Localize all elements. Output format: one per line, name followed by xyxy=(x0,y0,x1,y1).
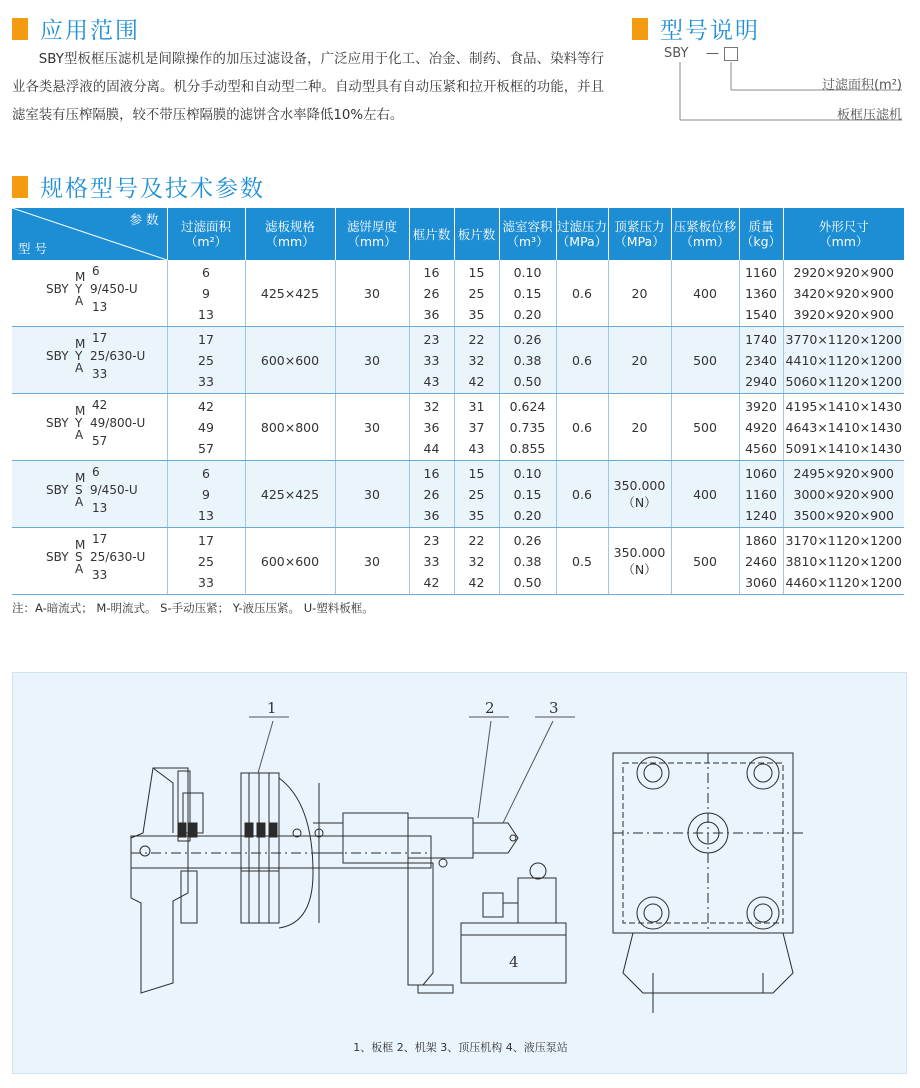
cell-value: 1060 xyxy=(745,466,777,481)
accent-bar xyxy=(632,18,648,40)
plate-cell xyxy=(245,528,335,595)
cell-value: 13 xyxy=(198,307,214,322)
model-size: 6 xyxy=(92,264,100,278)
cell-value: 32 xyxy=(468,554,485,569)
model-suffix: 25/630-U xyxy=(90,550,146,564)
cell-value: 25 xyxy=(198,554,214,569)
model-suffix: 25/630-U xyxy=(90,349,146,363)
cell-value: 400 xyxy=(693,285,717,301)
cake-cell xyxy=(335,528,409,595)
cell-value: 16 xyxy=(423,265,440,280)
pump-motor xyxy=(518,878,556,923)
model-area-box xyxy=(724,47,738,61)
cell-value: 3000×920×900 xyxy=(793,487,894,502)
callout-4: 4 xyxy=(509,953,519,971)
model-cell xyxy=(12,394,167,461)
plate-handle xyxy=(269,823,277,837)
corner-header xyxy=(12,208,167,260)
cell-value: 30 xyxy=(364,285,380,301)
displacement-cell xyxy=(671,327,739,394)
cell-value: 0.735 xyxy=(509,420,546,435)
top-pressure-cell xyxy=(608,260,671,327)
cell-value: 1740 xyxy=(745,332,777,347)
cell-value: 23 xyxy=(423,332,440,347)
frames-cell xyxy=(409,327,454,394)
volume-cell xyxy=(499,394,556,461)
filter-pressure-cell xyxy=(556,394,608,461)
side-bolt xyxy=(747,897,779,929)
cell-value: 22 xyxy=(468,533,485,548)
cell-value: 1160 xyxy=(745,487,777,502)
model-sby: SBY xyxy=(46,282,69,296)
area-cell xyxy=(167,260,245,327)
header-cell: 滤饼厚度 （mm） xyxy=(335,208,409,260)
frames-cell xyxy=(409,260,454,327)
plate-stack xyxy=(241,773,279,923)
area-cell xyxy=(167,461,245,528)
area-cell xyxy=(167,327,245,394)
cell-value: 0.15 xyxy=(513,487,542,502)
cell-value: 2940 xyxy=(745,374,777,389)
cell-value: 13 xyxy=(198,508,214,523)
plates-cell xyxy=(454,394,499,461)
model-size: 17 xyxy=(92,331,108,345)
header-cell: 质量 （kg） xyxy=(739,208,783,260)
dims-cell xyxy=(783,327,904,394)
callout-1: 1 xyxy=(267,699,277,717)
cell-value: 30 xyxy=(364,486,380,502)
frames-cell xyxy=(409,461,454,528)
cell-value: 2495×920×900 xyxy=(793,466,894,481)
cell-value: 42 xyxy=(198,399,214,414)
area-cell xyxy=(167,394,245,461)
cell-value: 20 xyxy=(631,285,648,301)
corner-param-label: 参 数 xyxy=(129,212,159,227)
accent-bar xyxy=(12,18,28,40)
cell-value: 42 xyxy=(423,575,440,590)
cylinder-cap xyxy=(473,823,518,853)
model-letter: A xyxy=(75,361,84,375)
application-paragraph: SBY型板框压滤机是间隙操作的加压过滤设备，广泛应用于化工、冶金、制药、食品、染料等行业各类悬浮液的固液分离。机分手动型和自动型二种。自动型具有自动压紧和拉开板框的功能，并且滤室装有压榨隔膜，较不带压榨隔膜的滤饼含水率降低10%左右。 xyxy=(12,52,604,123)
hydraulic-cylinder xyxy=(343,813,408,863)
dims-cell xyxy=(783,394,904,461)
model-suffix: 9/450-U xyxy=(90,483,138,497)
cell-value: 20 xyxy=(631,352,648,368)
cell-value: 1240 xyxy=(745,508,777,523)
cell-value: 3920×920×900 xyxy=(793,307,894,322)
cell-value: 44 xyxy=(423,441,440,456)
support-leg xyxy=(408,863,433,985)
cell-value: 9 xyxy=(202,286,210,301)
cell-value: 25 xyxy=(468,487,485,502)
filter-pressure-cell xyxy=(556,260,608,327)
displacement-cell xyxy=(671,260,739,327)
table-note: 注：A-暗流式； M-明流式。 S-手动压紧； Y-液压压紧。 U-塑料板框。 xyxy=(12,601,374,615)
header-cell: 板片数 xyxy=(454,208,499,260)
header-cell: 框片数 xyxy=(409,208,454,260)
spec-row xyxy=(12,461,904,528)
model-size: 42 xyxy=(92,398,108,412)
model-letter: Y xyxy=(75,282,83,296)
dims-cell xyxy=(783,461,904,528)
cell-value: 9 xyxy=(202,487,210,502)
header-cell: 滤室容积 （m³） xyxy=(499,208,556,260)
cell-value: 33 xyxy=(423,554,440,569)
plate-cell xyxy=(245,461,335,528)
frames-cell xyxy=(409,394,454,461)
plate-handle xyxy=(257,823,265,837)
plate-lower-left xyxy=(181,871,197,923)
cell-value: 22 xyxy=(468,332,485,347)
callout-2: 2 xyxy=(485,699,495,717)
model-code: SBY xyxy=(664,46,689,61)
cell-value: 4560 xyxy=(745,441,777,456)
cell-value: 36 xyxy=(423,508,440,523)
header-cell: 压紧板位移 （mm） xyxy=(671,208,739,260)
plates-cell xyxy=(454,327,499,394)
cell-value: 0.20 xyxy=(513,307,542,322)
cell-value: 25 xyxy=(198,353,214,368)
mass-cell xyxy=(739,394,783,461)
model-label-type: 板框压滤机 xyxy=(836,108,902,123)
model-letter: M xyxy=(75,337,86,351)
cell-value: 3920 xyxy=(745,399,777,414)
cell-value: 36 xyxy=(423,307,440,322)
model-letter: Y xyxy=(75,349,83,363)
spec-row xyxy=(12,260,904,327)
model-suffix: 9/450-U xyxy=(90,282,138,296)
cell-value: 4460×1120×1200 xyxy=(785,575,902,590)
model-letter: M xyxy=(75,471,86,485)
model-dash: — xyxy=(706,46,719,61)
model-letter: M xyxy=(75,538,86,552)
model-letter: S xyxy=(75,483,83,497)
mass-cell xyxy=(739,327,783,394)
model-title: 型号说明 xyxy=(660,18,760,44)
cell-value: 0.20 xyxy=(513,508,542,523)
plates-cell xyxy=(454,260,499,327)
cell-value: 33 xyxy=(198,575,214,590)
cell-value: 33 xyxy=(198,374,214,389)
cell-value: 3810×1120×1200 xyxy=(785,554,902,569)
model-label-area: 过滤面积(m²) xyxy=(821,78,902,93)
cell-value: 0.50 xyxy=(513,575,542,590)
valve-block xyxy=(483,893,503,917)
plate-handle xyxy=(245,823,253,837)
side-bolt xyxy=(637,897,669,929)
header-cell: 过滤压力 （MPa） xyxy=(556,208,608,260)
cell-value: 0.6 xyxy=(572,419,592,435)
model-size: 57 xyxy=(92,434,108,448)
cell-value: 26 xyxy=(423,487,440,502)
cell-value: 0.38 xyxy=(513,353,542,368)
model-letter: A xyxy=(75,495,84,509)
cell-value: 0.26 xyxy=(513,332,542,347)
model-letter: A xyxy=(75,428,84,442)
cell-value: 57 xyxy=(198,441,214,456)
model-size: 17 xyxy=(92,532,108,546)
model-sby: SBY xyxy=(46,416,69,430)
cell-value: 33 xyxy=(423,353,440,368)
area-cell xyxy=(167,528,245,595)
cell-value: 2920×920×900 xyxy=(793,265,894,280)
filter-pressure-cell xyxy=(556,528,608,595)
cell-value: 2340 xyxy=(745,353,777,368)
application-title: 应用范围 xyxy=(40,18,140,44)
cell-value: 1160 xyxy=(745,265,777,280)
cell-value: 31 xyxy=(468,399,485,414)
cell-value: 16 xyxy=(423,466,440,481)
cake-cell xyxy=(335,327,409,394)
cell-value: 1540 xyxy=(745,307,777,322)
cell-value: 0.855 xyxy=(509,441,546,456)
cell-value: 5060×1120×1200 xyxy=(785,374,902,389)
cylinder-body xyxy=(408,818,473,858)
spec-table xyxy=(12,208,904,595)
corner-model-label: 型 号 xyxy=(18,241,47,256)
cell-value: 37 xyxy=(468,420,485,435)
cell-value: 30 xyxy=(364,419,380,435)
volume-cell xyxy=(499,528,556,595)
model-cell xyxy=(12,327,167,394)
cell-value: 3060 xyxy=(745,575,777,590)
cell-value: 3170×1120×1200 xyxy=(785,533,902,548)
cell-value: 26 xyxy=(423,286,440,301)
mass-cell xyxy=(739,528,783,595)
plate-handle xyxy=(189,823,197,837)
model-size: 33 xyxy=(92,367,108,381)
model-letter: M xyxy=(75,404,86,418)
filter-pressure-cell xyxy=(556,461,608,528)
side-bolt xyxy=(637,757,669,789)
cell-value: 1360 xyxy=(745,286,777,301)
cell-value: 23 xyxy=(423,533,440,548)
cell-value: 3770×1120×1200 xyxy=(785,332,902,347)
model-cell xyxy=(12,461,167,528)
cell-value: 20 xyxy=(631,419,648,435)
displacement-cell xyxy=(671,394,739,461)
cell-value: 425×425 xyxy=(260,486,320,502)
plate-cell xyxy=(245,394,335,461)
cell-value: 43 xyxy=(468,441,485,456)
cell-value: 5091×1410×1430 xyxy=(785,441,902,456)
side-bolt xyxy=(747,757,779,789)
cell-value: 4643×1410×1430 xyxy=(785,420,902,435)
model-size: 13 xyxy=(92,300,108,314)
cell-value: 35 xyxy=(468,307,485,322)
dims-cell xyxy=(783,260,904,327)
cell-value: 17 xyxy=(198,533,214,548)
cell-value: 500 xyxy=(693,352,717,368)
cell-value: 42 xyxy=(468,374,485,389)
cell-value: 425×425 xyxy=(260,285,320,301)
filter-press-drawing xyxy=(12,672,907,1074)
model-sby: SBY xyxy=(46,483,69,497)
side-view-base xyxy=(623,933,793,993)
cell-value: 0.38 xyxy=(513,554,542,569)
cell-value: 0.10 xyxy=(513,265,542,280)
cell-value: 4410×1120×1200 xyxy=(785,353,902,368)
displacement-cell xyxy=(671,528,739,595)
cell-value: 4195×1410×1430 xyxy=(785,399,902,414)
cell-value: 0.15 xyxy=(513,286,542,301)
model-size: 6 xyxy=(92,465,100,479)
frames-cell xyxy=(409,528,454,595)
cell-value: 0.26 xyxy=(513,533,542,548)
cell-unit: （N） xyxy=(622,494,657,510)
cell-value: 0.6 xyxy=(572,285,592,301)
cell-value: 25 xyxy=(468,286,485,301)
top-pressure-cell xyxy=(608,394,671,461)
cell-value: 400 xyxy=(693,486,717,502)
plates-cell xyxy=(454,461,499,528)
thrust-end-detail xyxy=(153,768,173,833)
spec-row xyxy=(12,394,904,461)
model-size: 33 xyxy=(92,568,108,582)
callout-3: 3 xyxy=(549,699,559,717)
cell-value: 2460 xyxy=(745,554,777,569)
filter-pressure-cell xyxy=(556,327,608,394)
cell-value: 36 xyxy=(423,420,440,435)
drawing-caption: 1、板框 2、机架 3、顶压机构 4、液压泵站 xyxy=(353,1041,568,1054)
top-pressure-cell xyxy=(608,461,671,528)
model-sby: SBY xyxy=(46,550,69,564)
plate-cell xyxy=(245,327,335,394)
thrust-end-frame xyxy=(131,768,188,993)
cell-value: 0.5 xyxy=(572,553,592,569)
model-letter: A xyxy=(75,562,84,576)
cake-cell xyxy=(335,461,409,528)
mass-cell xyxy=(739,260,783,327)
plates-cell xyxy=(454,528,499,595)
header-cell: 顶紧压力 （MPa） xyxy=(608,208,671,260)
specs-heading xyxy=(12,170,265,203)
cell-value: 4920 xyxy=(745,420,777,435)
model-sby: SBY xyxy=(46,349,69,363)
cell-value: 15 xyxy=(468,265,485,280)
model-letter: S xyxy=(75,550,83,564)
support-foot xyxy=(418,985,453,993)
cake-cell xyxy=(335,260,409,327)
cell-value: 49 xyxy=(198,420,214,435)
cell-value: 3500×920×900 xyxy=(793,508,894,523)
cell-value: 350.000 xyxy=(613,544,666,560)
cell-value: 30 xyxy=(364,553,380,569)
header-cell: 过滤面积 （m²） xyxy=(167,208,245,260)
model-letter: M xyxy=(75,270,86,284)
spec-header-row xyxy=(12,208,904,260)
top-pressure-cell xyxy=(608,528,671,595)
cell-value: 0.50 xyxy=(513,374,542,389)
spec-row xyxy=(12,528,904,595)
cell-value: 30 xyxy=(364,352,380,368)
cell-value: 15 xyxy=(468,466,485,481)
cell-value: 35 xyxy=(468,508,485,523)
model-size: 13 xyxy=(92,501,108,515)
cell-value: 43 xyxy=(423,374,440,389)
cell-unit: （N） xyxy=(622,561,657,577)
spec-row xyxy=(12,327,904,394)
cell-value: 350.000 xyxy=(613,477,666,493)
cylinder-front xyxy=(313,823,343,853)
cell-value: 17 xyxy=(198,332,214,347)
application-text xyxy=(12,46,604,130)
pressure-gauge xyxy=(530,863,546,879)
cell-value: 0.6 xyxy=(572,352,592,368)
cell-value: 0.624 xyxy=(509,399,546,414)
model-diagram xyxy=(650,40,910,130)
beam-pin-left xyxy=(140,846,150,856)
model-cell xyxy=(12,528,167,595)
plate-lower xyxy=(241,871,279,923)
cell-value: 800×800 xyxy=(260,419,320,435)
cell-value: 1860 xyxy=(745,533,777,548)
volume-cell xyxy=(499,461,556,528)
cell-value: 0.10 xyxy=(513,466,542,481)
cell-value: 500 xyxy=(693,419,717,435)
cell-value: 500 xyxy=(693,553,717,569)
cell-value: 3420×920×900 xyxy=(793,286,894,301)
volume-cell xyxy=(499,260,556,327)
header-cell: 滤板规格 （mm） xyxy=(245,208,335,260)
accent-bar xyxy=(12,176,28,198)
cell-value: 32 xyxy=(423,399,440,414)
cell-value: 32 xyxy=(468,353,485,368)
cell-value: 600×600 xyxy=(260,553,320,569)
header-cell: 外形尺寸 （mm） xyxy=(783,208,904,260)
cell-value: 6 xyxy=(202,265,210,280)
volume-cell xyxy=(499,327,556,394)
cell-value: 42 xyxy=(468,575,485,590)
specs-title: 规格型号及技术参数 xyxy=(40,176,265,202)
model-letter: Y xyxy=(75,416,83,430)
cell-value: 0.6 xyxy=(572,486,592,502)
model-cell xyxy=(12,260,167,327)
top-pressure-cell xyxy=(608,327,671,394)
dims-cell xyxy=(783,528,904,595)
model-letter: A xyxy=(75,294,84,308)
model-suffix: 49/800-U xyxy=(90,416,146,430)
cell-value: 600×600 xyxy=(260,352,320,368)
filter-press-schematic xyxy=(13,673,908,1033)
mass-cell xyxy=(739,461,783,528)
plate-handle xyxy=(178,823,186,837)
plate-cell xyxy=(245,260,335,327)
displacement-cell xyxy=(671,461,739,528)
application-heading xyxy=(12,12,140,45)
cake-cell xyxy=(335,394,409,461)
cell-value: 6 xyxy=(202,466,210,481)
